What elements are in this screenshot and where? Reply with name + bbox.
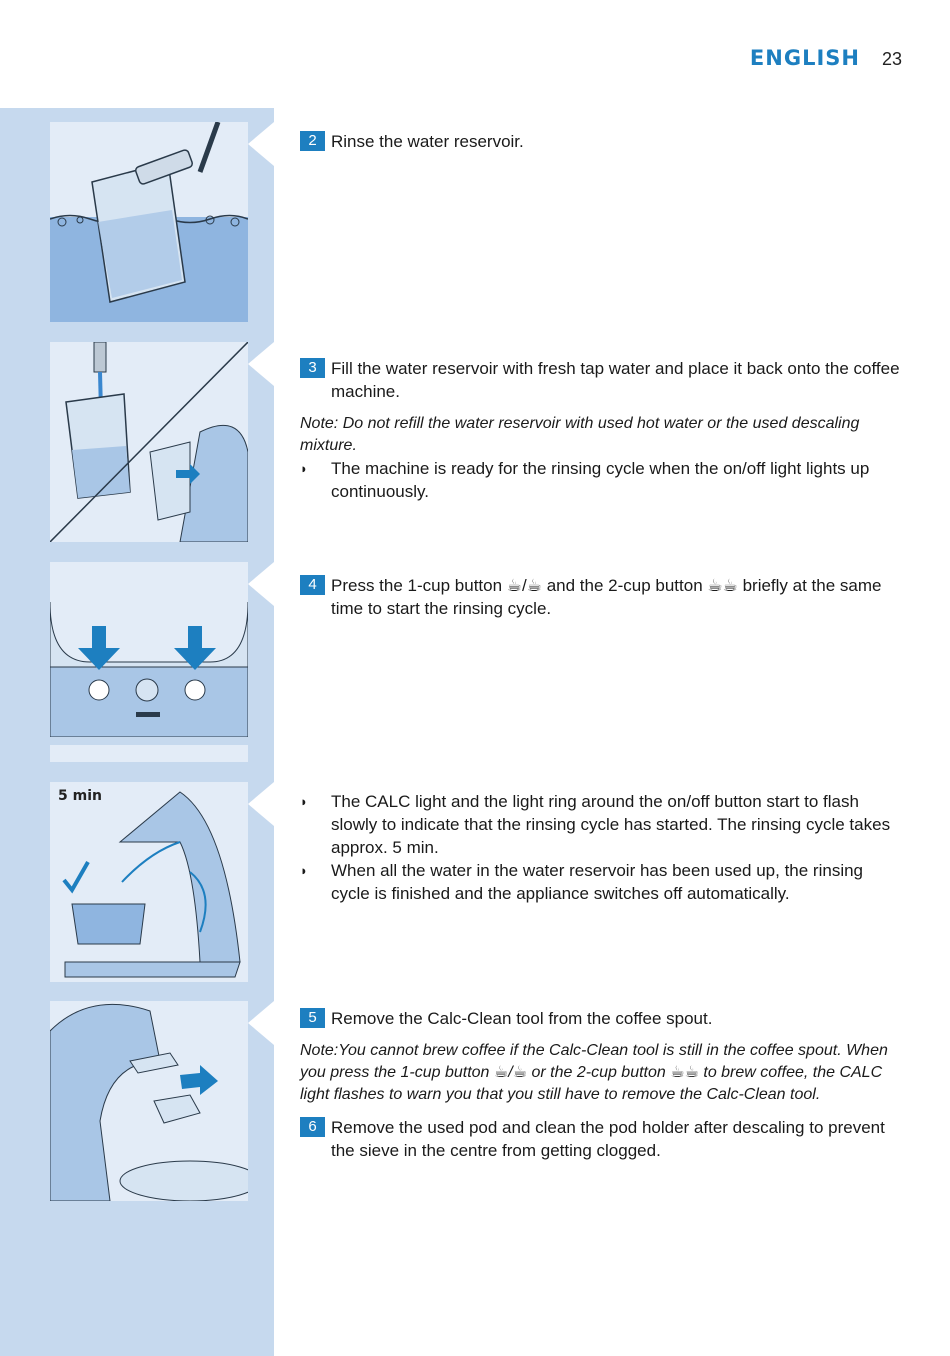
step-text: Remove the used pod and clean the pod holder after descaling to prevent the sieve in the centre from getting clogged. — [331, 1118, 885, 1160]
bullet-mark: ◗ — [300, 794, 308, 809]
bullet-mark: ◗ — [300, 461, 308, 476]
note-text: Note: Do not refill the water reservoir with used hot water or the used descaling mixture. — [300, 415, 860, 454]
rinsing-block — [300, 790, 904, 905]
note-text: Note:You cannot brew coffee if the Calc-Clean tool is still in the coffee spout. When you press the 1-cup button ☕/☕ or the 2-cup button ☕☕ to brew coffee, the CALC light flashes to warn you that you still have to remove the Calc-Clean tool. — [300, 1042, 888, 1103]
step-2-block — [300, 130, 904, 153]
step-3-block — [300, 357, 904, 503]
panel-notch — [248, 122, 274, 166]
step-number: 2 — [300, 131, 325, 151]
panel-notch — [248, 1001, 274, 1045]
bullet-text: The CALC light and the light ring around the on/off button start to flash slowly to indicate that the rinsing cycle has started. The rinsing cycle takes approx. 5 min. — [331, 792, 891, 857]
fill-reservoir-drawing — [50, 342, 248, 542]
step-text: Press the 1-cup button ☕/☕ and the 2-cup button ☕☕ briefly at the same time to start the rinsing cycle. — [331, 576, 882, 618]
page-header — [750, 46, 902, 70]
panel-notch — [248, 782, 274, 826]
step-5-block — [300, 1007, 904, 1162]
reservoir-rinse-drawing — [50, 122, 248, 322]
step-number: 5 — [300, 1008, 325, 1028]
language-label: ENGLISH — [749, 46, 860, 70]
illustration-fill-reservoir — [50, 342, 248, 542]
control-panel-drawing — [50, 562, 248, 762]
illustration-rinsing-cycle — [50, 782, 248, 982]
bullet-mark: ◗ — [300, 863, 308, 878]
panel-notch — [248, 562, 274, 606]
step-4-block — [300, 574, 904, 620]
bullet-text: When all the water in the water reservoir has been used up, the rinsing cycle is finished and the appliance switches off automatically. — [331, 861, 864, 903]
remove-tool-drawing — [50, 1001, 248, 1201]
rinsing-cycle-drawing — [50, 782, 248, 982]
step-text: Rinse the water reservoir. — [331, 132, 524, 151]
bullet-text: The machine is ready for the rinsing cycle when the on/off light lights up continuously. — [331, 459, 870, 501]
step-number: 3 — [300, 358, 325, 378]
step-number: 6 — [300, 1117, 325, 1137]
step-number: 4 — [300, 575, 325, 595]
illustration-remove-tool — [50, 1001, 248, 1201]
panel-notch — [248, 342, 274, 386]
page-number: 23 — [881, 49, 902, 69]
illustration-buttons — [50, 562, 248, 762]
step-text: Fill the water reservoir with fresh tap water and place it back onto the coffee machine. — [331, 359, 900, 401]
step-text: Remove the Calc-Clean tool from the coffee spout. — [331, 1009, 713, 1028]
illustration-rinse-reservoir — [50, 122, 248, 322]
timer-label: 5 min — [58, 788, 102, 804]
